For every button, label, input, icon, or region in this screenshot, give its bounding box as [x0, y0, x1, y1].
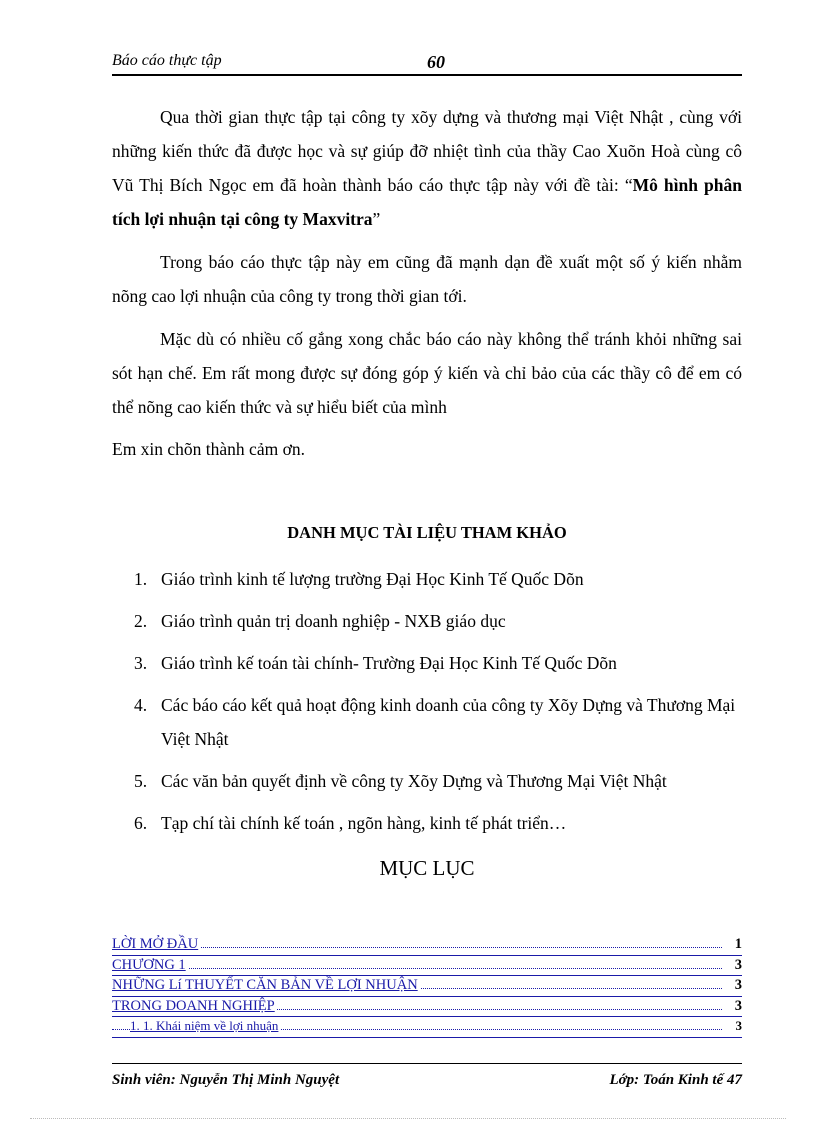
link-underline [112, 975, 742, 976]
paragraph-closing: Em xin chõn thành cảm ơn. [112, 439, 305, 459]
paragraph-thanks [112, 100, 742, 236]
list-item [112, 646, 742, 680]
reference-number: 2. [134, 611, 148, 631]
toc-entry-page: 1 [731, 936, 742, 953]
paragraph-thanks-text: Qua thời gian thực tập tại công ty xõy dựng và thương mại Việt Nhật , cùng với những kiến thức đã được học và sự giúp đỡ nhiệt tình của thầy Cao Xuõn Hoà cùng cô Vũ Thị Bích Ngọc em đã hoàn thành báo cáo thực tập này với đề tài: “ [112, 107, 742, 195]
footer-class: Lớp: Toán Kinh tế 47 [609, 1072, 742, 1088]
toc-entry-doanh-nghiep[interactable] [112, 998, 742, 1019]
toc-entry-page: 3 [731, 957, 742, 974]
list-item [112, 688, 742, 756]
reference-number: 3. [134, 653, 148, 673]
reference-text: Tạp chí tài chính kế toán , ngõn hàng, kinh tế phát triển… [161, 813, 567, 833]
paragraph-proposal [112, 245, 742, 313]
link-underline [112, 955, 742, 956]
toc-entry-loi-mo-dau[interactable] [112, 936, 742, 957]
header-title: Báo cáo thực tập [112, 52, 222, 69]
reference-text: Các báo cáo kết quả hoạt động kinh doanh của công ty Xõy Dựng và Thương Mại Việt Nhật [161, 695, 736, 749]
reference-text: Giáo trình kế toán tài chính- Trường Đại Học Kinh Tế Quốc Dõn [161, 653, 617, 673]
reference-text: Các văn bản quyết định về công ty Xõy Dựng và Thương Mại Việt Nhật [161, 771, 667, 791]
link-underline [112, 1037, 742, 1038]
page-number: 60 [427, 52, 445, 72]
reference-text: Giáo trình quản trị doanh nghiệp - NXB giáo dục [161, 611, 506, 631]
toc-entry-page: 3 [731, 977, 742, 994]
references-title: DANH MỤC TÀI LIỆU THAM KHẢO [287, 523, 567, 542]
toc-entry-label[interactable]: 1. 1. Khái niệm về lợi nhuận [130, 1018, 279, 1033]
dot-leader [112, 968, 722, 969]
references-list [112, 562, 742, 840]
paragraph-apology-text: Mặc dù có nhiều cố gắng xong chắc báo cáo này không thể tránh khỏi những sai sót hạn chế. Em rất mong được sự đóng góp ý kiến và chỉ bảo của các thầy cô để em có thể nõng cao kiến thức và sự hiểu biết của mình [112, 329, 742, 417]
reference-number: 1. [134, 569, 148, 589]
toc-entry-page: 3 [732, 1018, 743, 1034]
toc-entry-page: 3 [731, 998, 742, 1015]
thesis-title: Mô hình phân tích lợi nhuận tại công ty Maxvitra [112, 175, 742, 229]
reference-number: 5. [134, 771, 148, 791]
footer-rule [112, 1063, 742, 1064]
list-item [112, 764, 742, 798]
page-bottom-border [30, 1118, 786, 1119]
reference-number: 4. [134, 695, 148, 715]
paragraph-apology [112, 322, 742, 424]
link-underline [112, 996, 742, 997]
closing-quote: ” [372, 209, 381, 229]
reference-text: Giáo trình kinh tế lượng trường Đại Học Kinh Tế Quốc Dõn [161, 569, 584, 589]
toc-title: MỤC LỤC [379, 856, 475, 880]
list-item [112, 806, 742, 840]
reference-number: 6. [134, 813, 148, 833]
header-rule [112, 74, 742, 76]
page-header [112, 52, 740, 74]
paragraph-proposal-text: Trong báo cáo thực tập này em cũng đã mạnh dạn đề xuất một số ý kiến nhằm nõng cao lợi nhuận của công ty trong thời gian tới. [112, 252, 742, 306]
toc-entry-ly-thuyet[interactable] [112, 977, 742, 998]
list-item [112, 562, 742, 596]
footer-student: Sinh viên: Nguyễn Thị Minh Nguyệt [112, 1072, 340, 1088]
toc-entry-label[interactable]: CHƯƠNG 1 [112, 956, 186, 973]
toc-entry-label[interactable]: NHỮNG Lí THUYẾT CĂN BẢN VỀ LỢI NHUẬN [112, 977, 418, 993]
dot-leader [112, 947, 722, 948]
link-underline [112, 1016, 742, 1017]
list-item [112, 604, 742, 638]
toc-entry-label[interactable]: TRONG DOANH NGHIỆP [112, 997, 275, 1014]
toc-entry-label[interactable]: LỜI MỞ ĐẦU [112, 936, 199, 952]
table-of-contents [112, 936, 742, 1039]
toc-entry-khai-niem[interactable] [112, 1018, 742, 1039]
toc-entry-chuong-1[interactable] [112, 957, 742, 978]
